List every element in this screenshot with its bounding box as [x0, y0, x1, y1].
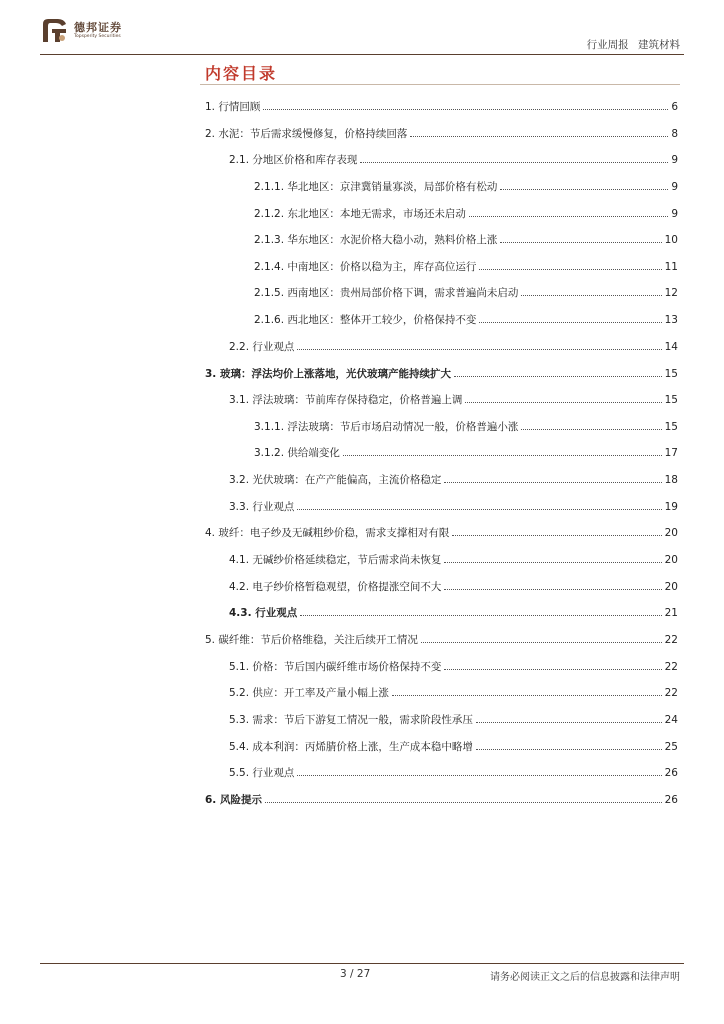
legal-disclaimer: 请务必阅读正文之后的信息披露和法律声明 — [490, 972, 680, 983]
toc-entry[interactable] — [254, 180, 678, 194]
toc-entry-number: 4.1. — [229, 554, 250, 566]
toc-leader-dots — [476, 722, 662, 723]
toc-entry-page: 12 — [664, 287, 678, 299]
toc-entry[interactable] — [254, 446, 678, 460]
toc-entry-page: 25 — [664, 741, 678, 753]
toc-entry-number: 3.1.2. — [254, 447, 285, 459]
toc-entry-page: 15 — [664, 394, 678, 406]
toc-entry-page: 6 — [671, 101, 678, 113]
toc-entry-text: 玻纤：电子纱及无碱粗纱价稳，需求支撑相对有限 — [218, 527, 450, 539]
toc-leader-dots — [265, 802, 662, 803]
toc-leader-dots — [343, 455, 662, 456]
toc-entry-text: 中南地区：价格以稳为主，库存高位运行 — [287, 261, 477, 273]
toc-entry-page: 13 — [664, 314, 678, 326]
toc-leader-dots — [454, 376, 662, 377]
toc-entry-page: 15 — [664, 421, 678, 433]
toc-entry[interactable] — [229, 153, 678, 167]
logo-english-name: Topsperity Securities — [74, 34, 121, 40]
toc-entry-text: 行业观点 — [252, 767, 295, 779]
toc-entry-number: 3. — [205, 368, 217, 380]
toc-entry-number: 2.1.2. — [254, 208, 285, 220]
toc-entry-page: 20 — [664, 554, 678, 566]
page-indicator: 3 / 27 — [340, 968, 371, 980]
toc-entry[interactable] — [229, 393, 678, 407]
toc-leader-dots — [452, 535, 661, 536]
toc-leader-dots — [479, 322, 661, 323]
toc-entry-page: 22 — [664, 687, 678, 699]
toc-leader-dots — [465, 402, 661, 403]
toc-entry-page: 10 — [664, 234, 678, 246]
toc-entry[interactable] — [254, 207, 678, 221]
toc-entry-page: 26 — [664, 767, 678, 779]
toc-leader-dots — [469, 216, 668, 217]
toc-leader-dots — [479, 269, 661, 270]
toc-entry-text: 价格：节后国内碳纤维市场价格保持不变 — [252, 661, 442, 673]
toc-entry-text: 供给端变化 — [287, 447, 340, 459]
toc-entry-page: 11 — [664, 261, 678, 273]
toc-entry-text: 西南地区：贵州局部价格下调，需求普遍尚未启动 — [287, 287, 519, 299]
toc-entry[interactable] — [229, 686, 678, 700]
toc-entry[interactable] — [229, 740, 678, 754]
toc-entry-text: 无碱纱价格延续稳定，节后需求尚未恢复 — [252, 554, 442, 566]
report-sector: 建筑材料 — [638, 39, 680, 51]
toc-entry[interactable] — [229, 340, 678, 354]
toc-entry-page: 22 — [664, 661, 678, 673]
toc-leader-dots — [476, 749, 662, 750]
toc-entry-text: 东北地区：本地无需求，市场还未启动 — [287, 208, 466, 220]
toc-entry-page: 14 — [664, 341, 678, 353]
toc-entry-number: 3.2. — [229, 474, 250, 486]
toc-leader-dots — [444, 562, 661, 563]
toc-leader-dots — [521, 429, 661, 430]
toc-entry[interactable] — [205, 127, 678, 141]
toc-entry-number: 2.2. — [229, 341, 250, 353]
toc-entry[interactable] — [205, 793, 678, 807]
toc-entry-page: 20 — [664, 527, 678, 539]
toc-entry-number: 2.1.1. — [254, 181, 285, 193]
toc-entry-text: 光伏玻璃：在产产能偏高，主流价格稳定 — [252, 474, 442, 486]
toc-entry[interactable] — [229, 473, 678, 487]
toc-entry[interactable] — [229, 500, 678, 514]
toc-entry-page: 21 — [664, 607, 678, 619]
toc-entry-text: 风险提示 — [219, 794, 262, 806]
toc-leader-dots — [410, 136, 668, 137]
toc-entry-text: 水泥：节后需求缓慢修复，价格持续回落 — [218, 128, 408, 140]
toc-leader-dots — [500, 189, 668, 190]
toc-entry-page: 22 — [664, 634, 678, 646]
logo-chinese-name: 德邦证券 — [74, 21, 122, 35]
toc-leader-dots — [421, 642, 662, 643]
toc-entry[interactable] — [205, 367, 678, 381]
toc-entry-page: 9 — [671, 154, 678, 166]
toc-entry-text: 碳纤维：节后价格维稳，关注后续开工情况 — [218, 634, 418, 646]
toc-entry-text: 浮法玻璃：节后市场启动情况一般，价格普遍小涨 — [287, 421, 519, 433]
toc-entry-text: 分地区价格和库存表现 — [252, 154, 358, 166]
toc-entry-number: 5.3. — [229, 714, 250, 726]
toc-entry-number: 5.4. — [229, 741, 250, 753]
toc-entry[interactable] — [229, 606, 678, 620]
toc-entry[interactable] — [229, 713, 678, 727]
toc-entry-page: 20 — [664, 581, 678, 593]
toc-leader-dots — [444, 482, 661, 483]
toc-entry-number: 5.2. — [229, 687, 250, 699]
toc-leader-dots — [392, 695, 662, 696]
toc-entry-page: 26 — [664, 794, 678, 806]
toc-entry-number: 3.1. — [229, 394, 250, 406]
toc-entry[interactable] — [254, 313, 678, 327]
toc-entry-page: 19 — [664, 501, 678, 513]
toc-entry-number: 2.1.6. — [254, 314, 285, 326]
toc-entry[interactable] — [229, 553, 678, 567]
toc-entry-number: 3.1.1. — [254, 421, 285, 433]
toc-entry-page: 15 — [664, 368, 678, 380]
toc-entry-number: 2.1.5. — [254, 287, 285, 299]
toc-entry-text: 华东地区：水泥价格大稳小动，熟料价格上涨 — [287, 234, 498, 246]
toc-leader-dots — [521, 295, 661, 296]
toc-entry-page: 9 — [671, 208, 678, 220]
toc-leader-dots — [444, 589, 661, 590]
report-header-label — [587, 37, 680, 52]
toc-entry-text: 行情回顾 — [218, 101, 261, 113]
toc-leader-dots — [300, 615, 661, 616]
toc-entry-number: 5. — [205, 634, 216, 646]
toc-entry-page: 18 — [664, 474, 678, 486]
toc-entry[interactable] — [205, 526, 678, 540]
toc-entry-page: 9 — [671, 181, 678, 193]
toc-entry[interactable] — [205, 100, 678, 114]
report-type: 行业周报 — [586, 39, 629, 51]
toc-entry-text: 华北地区：京津冀销量寡淡，局部价格有松动 — [287, 181, 498, 193]
toc-entry[interactable] — [254, 233, 678, 247]
toc-entry-number: 6. — [205, 794, 217, 806]
toc-entry-page: 24 — [664, 714, 678, 726]
toc-title-divider — [200, 84, 680, 85]
toc-entry-number: 2.1.4. — [254, 261, 285, 273]
toc-entry-page: 8 — [671, 128, 678, 140]
toc-entry-text: 电子纱价格暂稳观望，价格提涨空间不大 — [252, 581, 442, 593]
header-divider — [40, 54, 684, 55]
toc-entry-text: 行业观点 — [255, 607, 298, 619]
toc-entry[interactable] — [254, 420, 678, 434]
toc-entry-number: 4.3. — [229, 607, 252, 619]
toc-entry-number: 2.1. — [229, 154, 250, 166]
toc-entry-text: 西北地区：整体开工较少，价格保持不变 — [287, 314, 477, 326]
toc-title: 内容目录 — [205, 64, 278, 83]
toc-entry-text: 行业观点 — [252, 341, 295, 353]
toc-entry-number: 5.1. — [229, 661, 250, 673]
toc-leader-dots — [297, 775, 661, 776]
toc-entry-text: 成本利润：丙烯腈价格上涨，生产成本稳中略增 — [252, 741, 473, 753]
toc-entry-number: 2. — [205, 128, 216, 140]
toc-entry-number: 3.3. — [229, 501, 250, 513]
toc-entry-number: 2.1.3. — [254, 234, 285, 246]
toc-entry-number: 1. — [205, 101, 216, 113]
toc-entry-text: 供应：开工率及产量小幅上涨 — [252, 687, 389, 699]
toc-leader-dots — [500, 242, 661, 243]
toc-leader-dots — [263, 109, 668, 110]
toc-entry[interactable] — [229, 766, 678, 780]
company-logo — [40, 16, 122, 46]
company-logo-icon — [40, 16, 70, 46]
toc-entry-text: 行业观点 — [252, 501, 295, 513]
toc-entry[interactable] — [205, 633, 678, 647]
toc-entry-page: 17 — [664, 447, 678, 459]
toc-entry-number: 4.2. — [229, 581, 250, 593]
toc-entry[interactable] — [254, 286, 678, 300]
toc-entry-text: 需求：节后下游复工情况一般，需求阶段性承压 — [252, 714, 473, 726]
toc-leader-dots — [360, 162, 668, 163]
toc-entry-text: 玻璃：浮法均价上涨落地，光伏玻璃产能持续扩大 — [219, 368, 451, 380]
toc-entry[interactable] — [229, 580, 678, 594]
toc-leader-dots — [297, 509, 661, 510]
toc-leader-dots — [297, 349, 661, 350]
toc-entry-number: 5.5. — [229, 767, 250, 779]
toc-entry-number: 4. — [205, 527, 216, 539]
toc-leader-dots — [444, 669, 661, 670]
toc-entry-text: 浮法玻璃：节前库存保持稳定，价格普遍上调 — [252, 394, 463, 406]
toc-entry[interactable] — [229, 660, 678, 674]
toc-entry[interactable] — [254, 260, 678, 274]
footer-divider — [40, 963, 684, 964]
